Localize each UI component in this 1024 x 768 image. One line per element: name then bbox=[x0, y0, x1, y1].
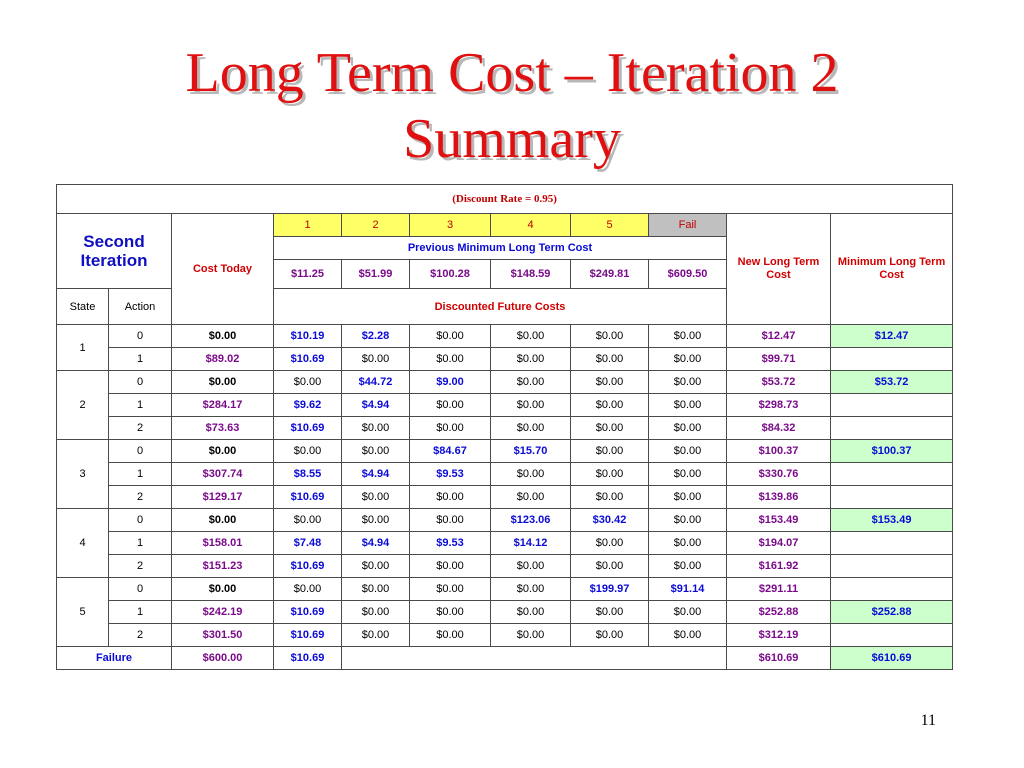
state-col-4: 4 bbox=[491, 214, 571, 237]
action-header: Action bbox=[109, 289, 172, 325]
slide-title bbox=[0, 40, 1024, 172]
cost-today-cell: $0.00 bbox=[172, 509, 274, 532]
discounted-future-cost-cell: $0.00 bbox=[491, 578, 571, 601]
discounted-future-cost-cell: $0.00 bbox=[342, 509, 410, 532]
cost-today-cell: $73.63 bbox=[172, 417, 274, 440]
slide-title-line-1: Long Term Cost – Iteration 2 bbox=[185, 42, 839, 104]
discounted-future-cost-cell: $0.00 bbox=[342, 348, 410, 371]
action-cell: 0 bbox=[109, 325, 172, 348]
discounted-future-cost-cell: $4.94 bbox=[342, 394, 410, 417]
action-cell: 1 bbox=[109, 532, 172, 555]
previous-minimum-header: Previous Minimum Long Term Cost bbox=[274, 237, 727, 260]
cost-today-cell: $284.17 bbox=[172, 394, 274, 417]
minimum-long-term-cost-cell: $100.37 bbox=[831, 440, 953, 463]
discounted-future-cost-cell: $0.00 bbox=[571, 555, 649, 578]
action-cell: 1 bbox=[109, 348, 172, 371]
discounted-future-cost-cell: $0.00 bbox=[571, 417, 649, 440]
discounted-future-cost-cell: $0.00 bbox=[342, 417, 410, 440]
discounted-future-cost-cell: $0.00 bbox=[571, 463, 649, 486]
new-long-term-cost-header: New Long Term Cost bbox=[727, 214, 831, 325]
cost-today-cell: $129.17 bbox=[172, 486, 274, 509]
table-row bbox=[57, 371, 953, 394]
discounted-future-cost-cell: $0.00 bbox=[410, 555, 491, 578]
state-cell: 4 bbox=[57, 509, 109, 578]
cost-today-cell: $89.02 bbox=[172, 348, 274, 371]
action-cell: 0 bbox=[109, 578, 172, 601]
minimum-long-term-cost-header: Minimum Long Term Cost bbox=[831, 214, 953, 325]
new-long-term-cost-cell: $291.11 bbox=[727, 578, 831, 601]
table-row bbox=[57, 532, 953, 555]
new-long-term-cost-cell: $252.88 bbox=[727, 601, 831, 624]
discounted-future-cost-cell: $0.00 bbox=[571, 440, 649, 463]
discounted-future-cost-cell: $44.72 bbox=[342, 371, 410, 394]
discounted-future-cost-cell: $10.69 bbox=[274, 555, 342, 578]
state-cell: 5 bbox=[57, 578, 109, 647]
discounted-future-cost-cell: $0.00 bbox=[491, 463, 571, 486]
minimum-long-term-cost-cell: $12.47 bbox=[831, 325, 953, 348]
discounted-future-cost-cell: $0.00 bbox=[571, 624, 649, 647]
cost-today-cell: $151.23 bbox=[172, 555, 274, 578]
discounted-future-cost-cell: $0.00 bbox=[491, 601, 571, 624]
new-long-term-cost-cell: $298.73 bbox=[727, 394, 831, 417]
minimum-long-term-cost-cell bbox=[831, 417, 953, 440]
table-row bbox=[57, 601, 953, 624]
discounted-future-cost-cell: $0.00 bbox=[649, 486, 727, 509]
minimum-long-term-cost-cell bbox=[831, 463, 953, 486]
cost-table-body bbox=[57, 325, 953, 670]
discounted-future-cost-cell: $7.48 bbox=[274, 532, 342, 555]
action-cell: 0 bbox=[109, 440, 172, 463]
previous-min-value: $100.28 bbox=[410, 260, 491, 289]
new-long-term-cost-cell: $99.71 bbox=[727, 348, 831, 371]
table-row bbox=[57, 394, 953, 417]
state-cell: 1 bbox=[57, 325, 109, 371]
discounted-future-cost-cell: $4.94 bbox=[342, 463, 410, 486]
discounted-future-cost-cell: $0.00 bbox=[571, 371, 649, 394]
discounted-future-cost-cell: $0.00 bbox=[649, 394, 727, 417]
new-long-term-cost-cell: $161.92 bbox=[727, 555, 831, 578]
action-cell: 1 bbox=[109, 463, 172, 486]
new-long-term-cost-cell: $84.32 bbox=[727, 417, 831, 440]
discounted-future-cost-cell: $0.00 bbox=[491, 325, 571, 348]
new-long-term-cost-cell: $153.49 bbox=[727, 509, 831, 532]
new-long-term-cost-cell: $194.07 bbox=[727, 532, 831, 555]
discounted-future-cost-cell: $0.00 bbox=[410, 486, 491, 509]
new-long-term-cost-cell: $53.72 bbox=[727, 371, 831, 394]
action-cell: 2 bbox=[109, 417, 172, 440]
discounted-future-cost-cell: $0.00 bbox=[649, 417, 727, 440]
discounted-future-cost-cell: $0.00 bbox=[649, 624, 727, 647]
minimum-long-term-cost-cell bbox=[831, 624, 953, 647]
action-cell: 2 bbox=[109, 555, 172, 578]
state-cell: 3 bbox=[57, 440, 109, 509]
action-cell: 2 bbox=[109, 624, 172, 647]
discounted-future-cost-cell: $0.00 bbox=[410, 509, 491, 532]
discounted-future-cost-cell: $0.00 bbox=[649, 532, 727, 555]
discounted-future-cost-cell: $10.19 bbox=[274, 325, 342, 348]
discounted-future-cost-cell: $0.00 bbox=[342, 555, 410, 578]
table-row bbox=[57, 578, 953, 601]
table-row bbox=[57, 624, 953, 647]
discounted-future-cost-cell: $0.00 bbox=[491, 417, 571, 440]
discounted-future-cost-cell: $91.14 bbox=[649, 578, 727, 601]
action-cell: 0 bbox=[109, 371, 172, 394]
discounted-future-cost-cell: $9.53 bbox=[410, 463, 491, 486]
state-col-5: 5 bbox=[571, 214, 649, 237]
discounted-future-cost-cell: $0.00 bbox=[571, 486, 649, 509]
long-term-cost-table bbox=[56, 184, 953, 670]
discounted-future-cost-cell: $0.00 bbox=[649, 463, 727, 486]
new-long-term-cost-cell: $139.86 bbox=[727, 486, 831, 509]
state-col-1: 1 bbox=[274, 214, 342, 237]
discounted-future-cost-cell: $0.00 bbox=[571, 532, 649, 555]
table-row bbox=[57, 440, 953, 463]
discounted-future-cost-cell: $9.00 bbox=[410, 371, 491, 394]
cost-today-cell: $0.00 bbox=[172, 325, 274, 348]
discounted-future-cost-cell: $123.06 bbox=[491, 509, 571, 532]
discounted-future-cost-cell: $0.00 bbox=[342, 601, 410, 624]
new-long-term-cost-cell: $312.19 bbox=[727, 624, 831, 647]
failure-label: Failure bbox=[57, 647, 172, 670]
slide-title-line-2: Summary bbox=[403, 108, 621, 170]
state-cell: 2 bbox=[57, 371, 109, 440]
new-long-term-cost-cell: $12.47 bbox=[727, 325, 831, 348]
discounted-future-cost-cell: $0.00 bbox=[410, 578, 491, 601]
discounted-future-cost-cell: $0.00 bbox=[410, 601, 491, 624]
discounted-future-cost-cell: $0.00 bbox=[491, 371, 571, 394]
discounted-future-cost-cell: $10.69 bbox=[274, 417, 342, 440]
table-row bbox=[57, 417, 953, 440]
discounted-future-cost-cell: $0.00 bbox=[274, 509, 342, 532]
previous-min-value: $249.81 bbox=[571, 260, 649, 289]
discounted-future-cost-cell: $2.28 bbox=[342, 325, 410, 348]
cost-today-cell: $307.74 bbox=[172, 463, 274, 486]
minimum-long-term-cost-cell bbox=[831, 348, 953, 371]
minimum-long-term-cost-cell: $252.88 bbox=[831, 601, 953, 624]
discounted-future-cost-cell: $0.00 bbox=[274, 578, 342, 601]
discounted-future-cost-cell: $0.00 bbox=[410, 325, 491, 348]
minimum-long-term-cost-cell bbox=[831, 394, 953, 417]
minimum-long-term-cost-cell bbox=[831, 555, 953, 578]
discounted-future-cost-cell: $199.97 bbox=[571, 578, 649, 601]
discounted-future-cost-cell: $0.00 bbox=[571, 601, 649, 624]
discounted-future-cost-cell: $0.00 bbox=[649, 555, 727, 578]
discounted-future-cost-cell: $14.12 bbox=[491, 532, 571, 555]
discounted-future-cost-cell: $10.69 bbox=[274, 624, 342, 647]
action-cell: 1 bbox=[109, 394, 172, 417]
discounted-future-cost-cell: $0.00 bbox=[274, 440, 342, 463]
discounted-future-cost-cell: $0.00 bbox=[649, 348, 727, 371]
discounted-future-cost-cell: $0.00 bbox=[410, 624, 491, 647]
action-cell: 0 bbox=[109, 509, 172, 532]
discounted-future-cost-cell: $0.00 bbox=[649, 509, 727, 532]
cost-today-cell: $0.00 bbox=[172, 578, 274, 601]
discounted-future-cost-cell: $10.69 bbox=[274, 647, 342, 670]
discounted-future-cost-cell: $0.00 bbox=[649, 371, 727, 394]
cost-today-cell: $0.00 bbox=[172, 371, 274, 394]
discounted-future-cost-cell: $0.00 bbox=[571, 325, 649, 348]
cost-today-cell: $0.00 bbox=[172, 440, 274, 463]
discounted-future-cost-cell: $30.42 bbox=[571, 509, 649, 532]
second-iteration-label: Second Iteration bbox=[57, 214, 172, 289]
discounted-future-cost-cell: $0.00 bbox=[649, 440, 727, 463]
table-row bbox=[57, 325, 953, 348]
discounted-future-cost-cell: $9.53 bbox=[410, 532, 491, 555]
cost-today-cell: $158.01 bbox=[172, 532, 274, 555]
discounted-future-cost-cell: $0.00 bbox=[491, 555, 571, 578]
cost-today-cell: $301.50 bbox=[172, 624, 274, 647]
discounted-future-cost-cell: $0.00 bbox=[410, 417, 491, 440]
discounted-future-cost-cell: $0.00 bbox=[491, 394, 571, 417]
discounted-future-cost-cell: $0.00 bbox=[571, 394, 649, 417]
discounted-future-cost-cell: $0.00 bbox=[342, 486, 410, 509]
action-cell: 2 bbox=[109, 486, 172, 509]
previous-min-value: $148.59 bbox=[491, 260, 571, 289]
cost-today-cell: $242.19 bbox=[172, 601, 274, 624]
cost-today-header: Cost Today bbox=[172, 214, 274, 325]
cost-today-cell: $600.00 bbox=[172, 647, 274, 670]
minimum-long-term-cost-cell: $610.69 bbox=[831, 647, 953, 670]
discounted-future-cost-cell: $10.69 bbox=[274, 601, 342, 624]
discounted-future-cost-cell: $0.00 bbox=[649, 325, 727, 348]
discounted-future-cost-cell: $8.55 bbox=[274, 463, 342, 486]
discount-rate-note: (Discount Rate = 0.95) bbox=[57, 185, 953, 214]
empty-discounted-span bbox=[342, 647, 727, 670]
discounted-future-cost-cell: $0.00 bbox=[491, 486, 571, 509]
table-row bbox=[57, 463, 953, 486]
discounted-future-cost-cell: $0.00 bbox=[410, 394, 491, 417]
discounted-future-cost-cell: $4.94 bbox=[342, 532, 410, 555]
page-number: 11 bbox=[920, 712, 936, 729]
discounted-future-cost-cell: $10.69 bbox=[274, 348, 342, 371]
state-col-2: 2 bbox=[342, 214, 410, 237]
table-row bbox=[57, 348, 953, 371]
discounted-future-cost-cell: $15.70 bbox=[491, 440, 571, 463]
minimum-long-term-cost-cell bbox=[831, 532, 953, 555]
discounted-future-cost-cell: $0.00 bbox=[342, 440, 410, 463]
state-col-3: 3 bbox=[410, 214, 491, 237]
discounted-future-costs-header: Discounted Future Costs bbox=[274, 289, 727, 325]
new-long-term-cost-cell: $610.69 bbox=[727, 647, 831, 670]
new-long-term-cost-cell: $100.37 bbox=[727, 440, 831, 463]
table-row bbox=[57, 509, 953, 532]
discounted-future-cost-cell: $10.69 bbox=[274, 486, 342, 509]
table-row bbox=[57, 555, 953, 578]
discounted-future-cost-cell: $0.00 bbox=[342, 578, 410, 601]
minimum-long-term-cost-cell: $153.49 bbox=[831, 509, 953, 532]
discounted-future-cost-cell: $0.00 bbox=[649, 601, 727, 624]
previous-min-value: $11.25 bbox=[274, 260, 342, 289]
failure-row bbox=[57, 647, 953, 670]
discounted-future-cost-cell: $0.00 bbox=[410, 348, 491, 371]
discounted-future-cost-cell: $9.62 bbox=[274, 394, 342, 417]
previous-min-value: $51.99 bbox=[342, 260, 410, 289]
minimum-long-term-cost-cell bbox=[831, 486, 953, 509]
discounted-future-cost-cell: $0.00 bbox=[491, 348, 571, 371]
state-header: State bbox=[57, 289, 109, 325]
minimum-long-term-cost-cell bbox=[831, 578, 953, 601]
discounted-future-cost-cell: $0.00 bbox=[274, 371, 342, 394]
discounted-future-cost-cell: $0.00 bbox=[491, 624, 571, 647]
discounted-future-cost-cell: $0.00 bbox=[571, 348, 649, 371]
table-row bbox=[57, 486, 953, 509]
previous-min-value: $609.50 bbox=[649, 260, 727, 289]
state-col-fail: Fail bbox=[649, 214, 727, 237]
discounted-future-cost-cell: $84.67 bbox=[410, 440, 491, 463]
discounted-future-cost-cell: $0.00 bbox=[342, 624, 410, 647]
action-cell: 1 bbox=[109, 601, 172, 624]
new-long-term-cost-cell: $330.76 bbox=[727, 463, 831, 486]
minimum-long-term-cost-cell: $53.72 bbox=[831, 371, 953, 394]
